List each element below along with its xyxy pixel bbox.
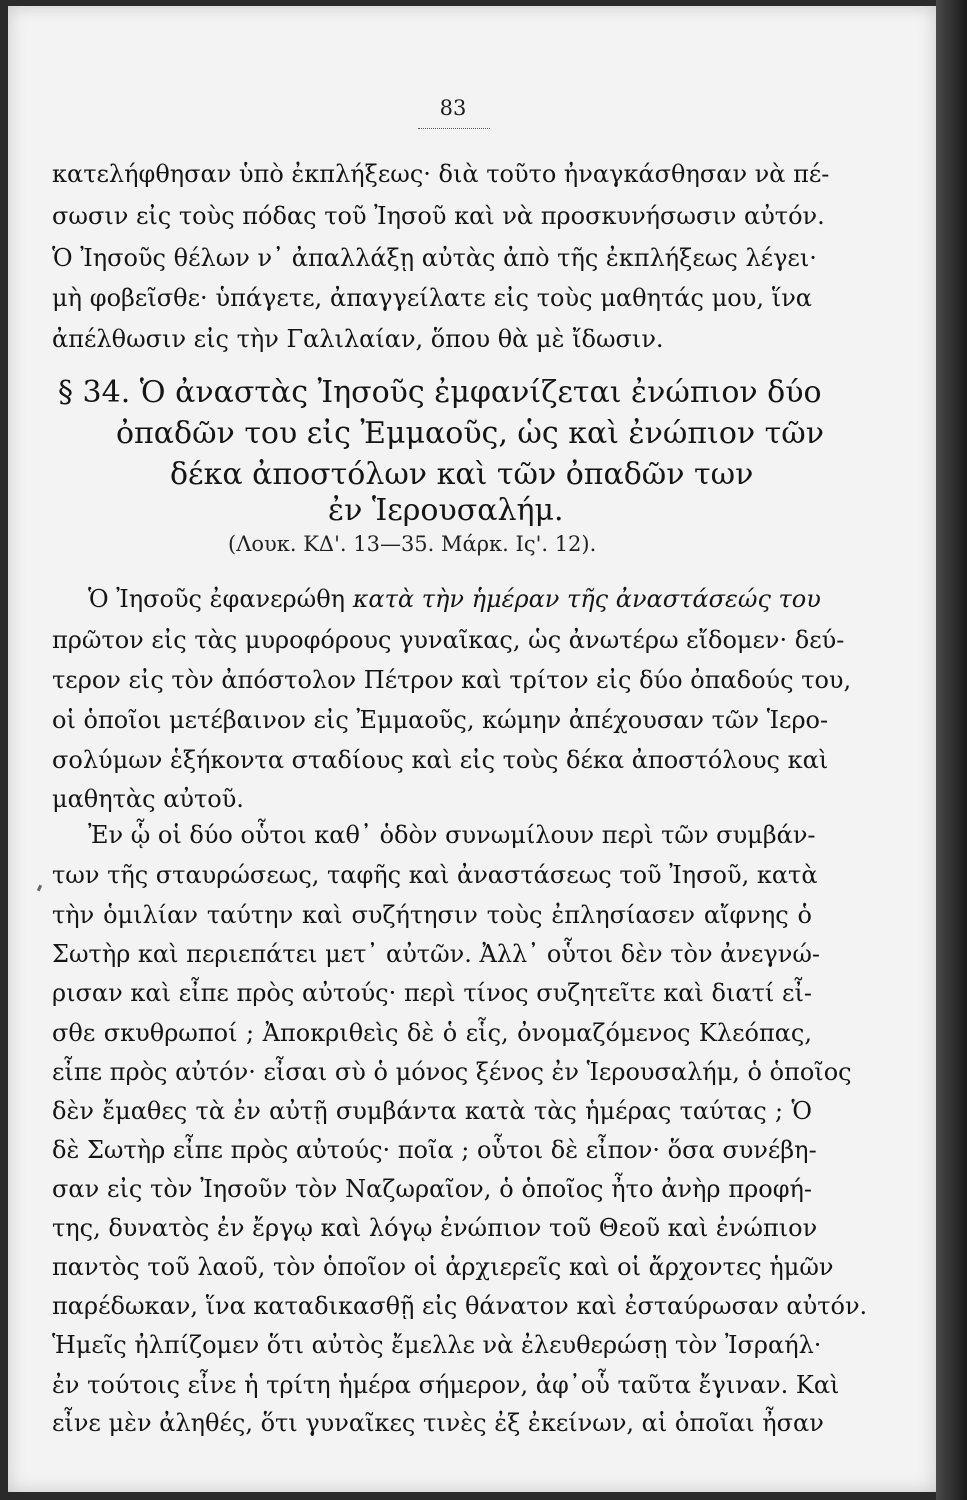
text-line: τὴν ὁμιλίαν ταύτην καὶ συζήτησιν τοὺς ἐπλησίασεν αἴφνης ὁ (52, 901, 812, 929)
section-heading-line: δέκα ἀποστόλων καὶ τῶν ὀπαδῶν των (170, 457, 754, 492)
text-line: των τῆς σταυρώσεως, ταφῆς καὶ ἀναστάσεως τοῦ Ἰησοῦ, κατὰ (52, 861, 818, 889)
scan-edge (936, 0, 967, 1500)
text-line: σολύμων ἑξήκοντα σταδίους καὶ εἰς τοὺς δέκα ἀποστόλους καὶ (52, 746, 829, 774)
text-line: μὴ φοβεῖσθε· ὑπάγετε, ἀπαγγείλατε εἰς τοὺς μαθητάς μου, ἵνα (52, 284, 812, 312)
text-line: μαθητὰς αὐτοῦ. (52, 785, 244, 813)
text-line: Ἐν ᾧ οἱ δύο οὗτοι καθ᾿ ὁδὸν συνωμίλουν περὶ τῶν συμβάν- (88, 821, 816, 849)
page-number: 83 (439, 96, 467, 120)
text-line: σθε σκυθρωποί ; Ἀποκριθεὶς δὲ ὁ εἷς, ὀνομαζόμενος Κλεόπας, (52, 1019, 812, 1047)
text-line: Σωτὴρ καὶ περιεπάτει μετ᾿ αὐτῶν. Ἀλλ᾿ οὗτοι δὲν τὸν ἀνεγνώ- (52, 940, 821, 968)
text-line: ἀπέλθωσιν εἰς τὴν Γαλιλαίαν, ὅπου θὰ μὲ ἴδωσιν. (52, 325, 664, 353)
text-line: εἶπε πρὸς αὐτόν· εἶσαι σὺ ὁ μόνος ξένος ἐν Ἱερουσαλήμ, ὁ ὁποῖος (52, 1058, 852, 1086)
text-line: ρισαν καὶ εἶπε πρὸς αὐτούς· περὶ τίνος συζητεῖτε καὶ διατί εἶ- (52, 979, 812, 1007)
text-line: σωσιν εἰς τοὺς πόδας τοῦ Ἰησοῦ καὶ νὰ προσκυνήσωσιν αὐτόν. (52, 202, 825, 230)
text-line: Ἡμεῖς ἠλπίζομεν ὅτι αὐτὸς ἔμελλε νὰ ἐλευθερώσῃ τὸν Ἰσραήλ· (52, 1331, 822, 1359)
text-line (52, 580, 821, 618)
para-start: Ὁ Ἰησοῦς ἐφανερώθη (88, 585, 353, 613)
text-line: παντὸς τοῦ λαοῦ, τὸν ὁποῖον οἱ ἀρχιερεῖς καὶ οἱ ἄρχοντες ἡμῶν (52, 1253, 834, 1281)
text-line: τερον εἰς τὸν ἀπόστολον Πέτρον καὶ τρίτον εἰς δύο ὀπαδούς του, (52, 666, 852, 694)
text-line: παρέδωκαν, ἵνα καταδικασθῇ εἰς θάνατον καὶ ἐσταύρωσαν αὐτόν. (52, 1292, 868, 1320)
text-line: κατελήφθησαν ὑπὸ ἐκπλήξεως· διὰ τοῦτο ἠναγκάσθησαν νὰ πέ- (52, 160, 830, 188)
scripture-reference: (Λουκ. ΚΔ'. 13—35. Μάρκ. Ις'. 12). (228, 532, 597, 556)
text-line: σαν εἰς τὸν Ἰησοῦν τὸν Ναζωραῖον, ὁ ὁποῖος ἦτο ἀνὴρ προφή- (52, 1175, 812, 1203)
text-line: Ὁ Ἰησοῦς θέλων ν᾿ ἀπαλλάξῃ αὐτὰς ἀπὸ τῆς ἐκπλήξεως λέγει· (52, 244, 817, 272)
text-line: δὲν ἔμαθες τὰ ἐν αὐτῇ συμβάντα κατὰ τὰς ἡμέρας ταύτας ; Ὁ (52, 1097, 812, 1125)
text-line: εἶνε μὲν ἀληθές, ὅτι γυναῖκες τινὲς ἐξ ἐκείνων, αἱ ὁποῖαι ἦσαν (52, 1409, 824, 1437)
text-line: της, δυνατὸς ἐν ἔργῳ καὶ λόγῳ ἐνώπιον τοῦ Θεοῦ καὶ ἐνώπιον (52, 1214, 818, 1242)
text-line: δὲ Σωτὴρ εἶπε πρὸς αὐτούς· ποῖα ; οὗτοι δὲ εἶπον· ὅσα συνέβη- (52, 1136, 817, 1164)
italic-phrase: κατὰ τὴν ἡμέραν τῆς ἀναστάσεώς του (352, 585, 821, 613)
page-number-rule (418, 128, 490, 129)
section-heading-line: ἐν Ἱερουσαλήμ. (328, 493, 564, 528)
text-line: ἐν τούτοις εἶνε ἡ τρίτη ἡμέρα σήμερον, ἀφ᾿οὗ ταῦτα ἔγιναν. Καὶ (52, 1371, 840, 1399)
text-line: πρῶτον εἰς τὰς μυροφόρους γυναῖκας, ὡς ἀνωτέρω εἴδομεν· δεύ- (52, 626, 845, 654)
section-heading-line: ὀπαδῶν του εἰς Ἐμμαοῦς, ὡς καὶ ἐνώπιον τῶν (116, 416, 824, 451)
text-line: οἱ ὁποῖοι μετέβαινον εἰς Ἐμμαοῦς, κώμην ἀπέχουσαν τῶν Ἱερο- (52, 706, 829, 734)
section-heading-line: § 34. Ὁ ἀναστὰς Ἰησοῦς ἐμφανίζεται ἐνώπιον δύο (58, 375, 822, 410)
